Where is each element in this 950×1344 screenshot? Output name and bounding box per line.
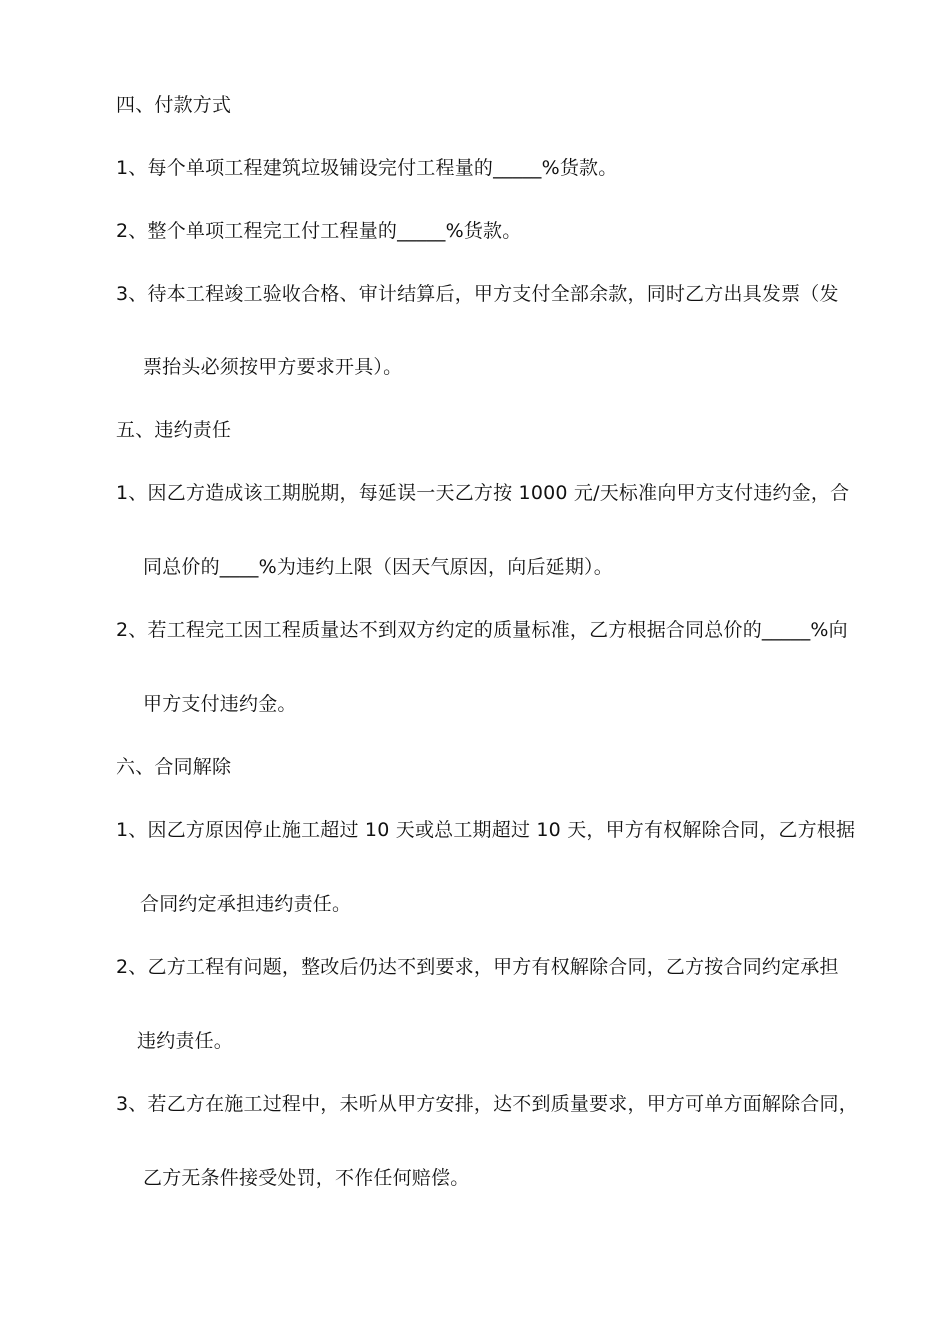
liability-clause-2-continued: 甲方支付违约金。	[143, 693, 297, 715]
liability-clause-1: 1、因乙方造成该工期脱期，每延误一天乙方按 1000 元/天标准向甲方支付违约金，合	[116, 482, 850, 504]
termination-clause-2-continued: 违约责任。	[137, 1030, 234, 1052]
termination-clause-2: 2、乙方工程有问题，整改后仍达不到要求，甲方有权解除合同，乙方按合同约定承担	[116, 956, 839, 978]
payment-clause-2: 2、整个单项工程完工付工程量的_____%货款。	[116, 220, 522, 242]
termination-clause-3: 3、若乙方在施工过程中，未听从甲方安排，达不到质量要求，甲方可单方面解除合同，	[116, 1093, 858, 1115]
liability-clause-1-continued: 同总价的____%为违约上限（因天气原因，向后延期）。	[143, 556, 613, 578]
termination-clause-1: 1、因乙方原因停止施工超过 10 天或总工期超过 10 天，甲方有权解除合同，乙方根据	[116, 819, 856, 841]
payment-clause-1: 1、每个单项工程建筑垃圾铺设完付工程量的_____%货款。	[116, 157, 618, 179]
section-heading-liability: 五、违约责任	[116, 419, 232, 441]
liability-clause-2: 2、若工程完工因工程质量达不到双方约定的质量标准，乙方根据合同总价的_____%向	[116, 619, 848, 641]
payment-clause-3-continued: 票抬头必须按甲方要求开具）。	[143, 356, 403, 378]
payment-clause-3: 3、待本工程竣工验收合格、审计结算后，甲方支付全部余款，同时乙方出具发票（发	[116, 283, 839, 305]
termination-clause-3-continued: 乙方无条件接受处罚，不作任何赔偿。	[143, 1167, 470, 1189]
section-heading-termination: 六、合同解除	[116, 756, 232, 778]
termination-clause-1-continued: 合同约定承担违约责任。	[140, 893, 352, 915]
section-heading-payment: 四、付款方式	[116, 94, 232, 116]
